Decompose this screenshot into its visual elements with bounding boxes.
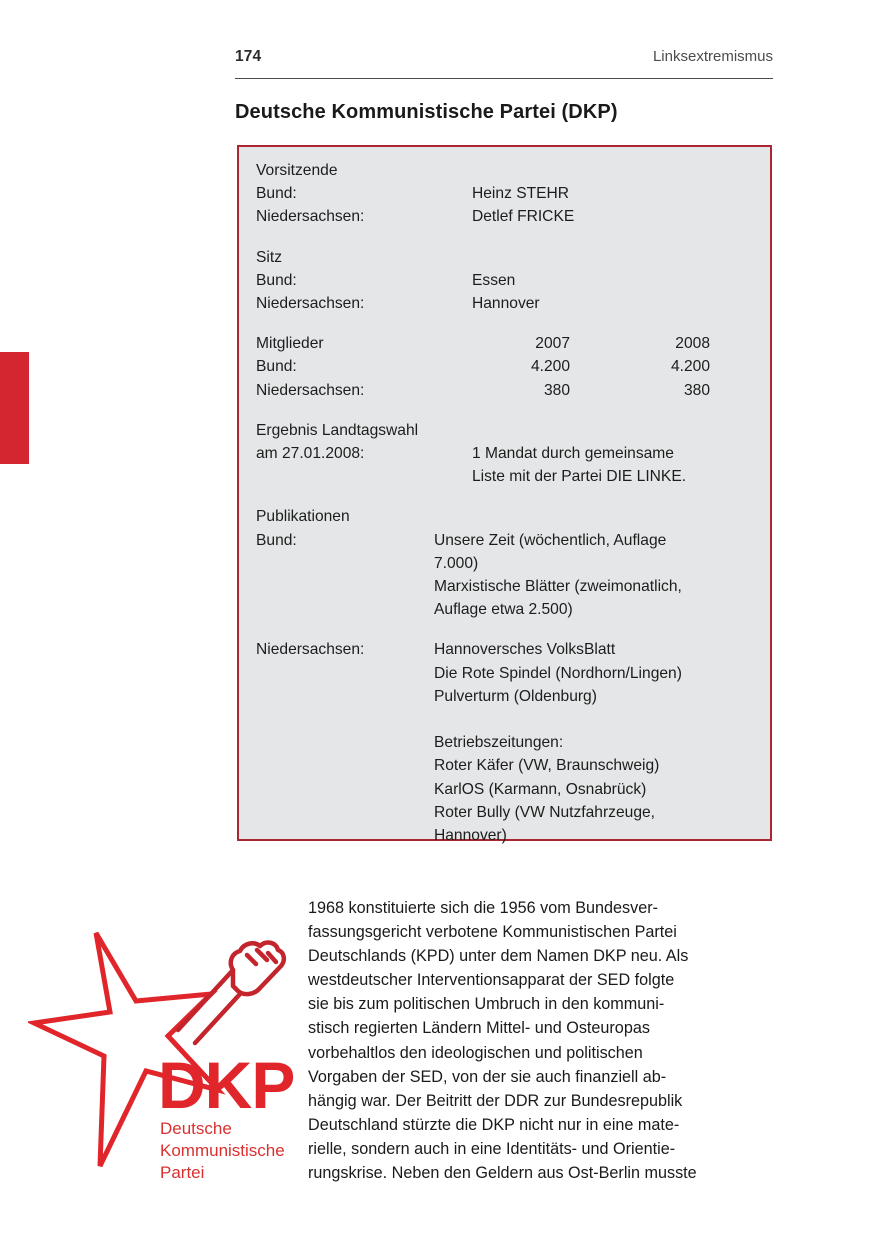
fact-row — [256, 269, 756, 292]
body-line: rungskrise. Neben den Geldern aus Ost-Berlin musste — [308, 1164, 697, 1183]
running-title: Linksextremismus — [652, 48, 773, 65]
row-label: Niedersachsen: — [256, 208, 365, 226]
row-value: Detlef FRICKE — [472, 208, 575, 226]
column-header-2008: 2008 — [675, 335, 710, 353]
logo-caption-line-2: Kommunistische — [160, 1141, 285, 1160]
fact-group-vorsitzende — [256, 159, 756, 229]
publication-line: Pulverturm (Oldenburg) — [434, 687, 597, 705]
members-header-row — [256, 332, 756, 355]
fact-row — [256, 182, 756, 205]
fact-row — [256, 292, 756, 315]
page-header — [235, 48, 773, 79]
row-value: Essen — [472, 271, 516, 289]
publication-line: Unsere Zeit (wöchentlich, Auflage — [434, 531, 667, 549]
list-spacer — [434, 708, 756, 731]
publication-line: Hannoversches VolksBlatt — [434, 641, 616, 659]
publication-line: Roter Käfer (VW, Braunschweig) — [434, 757, 660, 775]
fact-group-mitglieder — [256, 332, 756, 402]
body-paragraph — [308, 896, 776, 1185]
cell-2008: 4.200 — [670, 358, 710, 376]
row-label: Bund: — [256, 531, 297, 549]
publications-row-bund — [256, 529, 756, 622]
group-heading-label: Vorsitzende — [256, 162, 338, 179]
fact-group-heading — [256, 159, 756, 182]
fact-group-heading — [256, 246, 756, 269]
body-line: 1968 konstituierte sich die 1956 vom Bundesver- — [308, 899, 659, 917]
fact-group-sitz — [256, 246, 756, 316]
publication-line: Die Rote Spindel (Nordhorn/Lingen) — [434, 664, 682, 682]
column-header-2007: 2007 — [535, 335, 570, 353]
fact-row — [256, 205, 756, 228]
result-line-1: 1 Mandat durch gemeinsame — [472, 445, 674, 463]
logo-acronym: DKP — [158, 1048, 295, 1122]
publication-line: Betriebszeitungen: — [434, 734, 564, 752]
row-value: Heinz STEHR — [472, 185, 570, 203]
publications-row-niedersachsen — [256, 638, 756, 847]
group-heading-label: Sitz — [256, 248, 282, 266]
publication-line: Auflage etwa 2.500) — [434, 601, 573, 619]
body-line: rielle, sondern auch in eine Identitäts- und Orientie- — [308, 1139, 676, 1158]
row-label: Bund: — [256, 271, 297, 289]
members-row-bund — [256, 355, 756, 378]
body-line: stisch regierten Ländern Mittel- und Osteuropas — [308, 1019, 650, 1038]
fact-group-landtagswahl — [256, 419, 756, 489]
row-label: Niedersachsen: — [256, 381, 365, 399]
fact-row — [256, 442, 756, 488]
group-heading-label: Ergebnis Landtagswahl — [256, 421, 419, 439]
dkp-logo — [28, 908, 296, 1198]
row-label: Niedersachsen: — [256, 295, 365, 313]
row-label: Niedersachsen: — [256, 641, 365, 659]
publication-line: KarlOS (Karmann, Osnabrück) — [434, 780, 647, 798]
fact-group-heading — [256, 505, 756, 528]
page-number: 174 — [235, 48, 262, 65]
cell-2007: 4.200 — [530, 358, 570, 376]
publication-line: Marxistische Blätter (zweimonatlich, — [434, 578, 682, 596]
body-line: Deutschland stürzte die DKP nicht nur in eine mate- — [308, 1115, 680, 1134]
body-line: hängig war. Der Beitritt der DDR zur Bundesrepublik — [308, 1091, 683, 1110]
fact-group-publikationen — [256, 505, 756, 847]
cell-2007: 380 — [543, 381, 570, 399]
chapter-edge-tab — [0, 352, 29, 464]
publication-line: Hannover) — [434, 827, 507, 845]
fact-group-heading — [256, 419, 756, 442]
body-line: sie bis zum politischen Umbruch in den kommuni- — [308, 995, 665, 1014]
body-line: westdeutscher Interventionsapparat der SED folgte — [308, 971, 675, 990]
group-heading-label: Mitglieder — [256, 335, 324, 353]
members-row-niedersachsen — [256, 379, 756, 402]
body-line: Vorgaben der SED, von der sie auch finanziell ab- — [308, 1067, 667, 1086]
publication-line: 7.000) — [434, 554, 479, 572]
party-fact-box — [237, 145, 772, 845]
raised-fist-icon — [178, 943, 284, 1043]
publication-line: Roter Bully (VW Nutzfahrzeuge, — [434, 803, 655, 821]
row-value: Hannover — [472, 295, 540, 313]
row-label: am 27.01.2008: — [256, 445, 365, 463]
body-line: Deutschlands (KPD) unter dem Namen DKP neu. Als — [308, 947, 689, 966]
publications-list-bund — [434, 529, 756, 622]
group-heading-label: Publikationen — [256, 508, 350, 526]
row-label: Bund: — [256, 358, 297, 376]
cell-2008: 380 — [683, 381, 710, 399]
dkp-logo-graphic — [28, 908, 296, 1198]
publications-list-niedersachsen — [434, 638, 756, 847]
page-title: Deutsche Kommunistische Partei (DKP) — [235, 101, 618, 124]
result-line-2: Liste mit der Partei DIE LINKE. — [472, 468, 687, 486]
row-value — [472, 442, 756, 488]
logo-caption-line-1: Deutsche — [160, 1119, 232, 1138]
row-label: Bund: — [256, 185, 297, 203]
body-line: vorbehaltlos den ideologischen und politischen — [308, 1043, 643, 1062]
body-line: fassungsgericht verbotene Kommunistischen Partei — [308, 923, 677, 942]
logo-caption-line-3: Partei — [160, 1163, 205, 1182]
